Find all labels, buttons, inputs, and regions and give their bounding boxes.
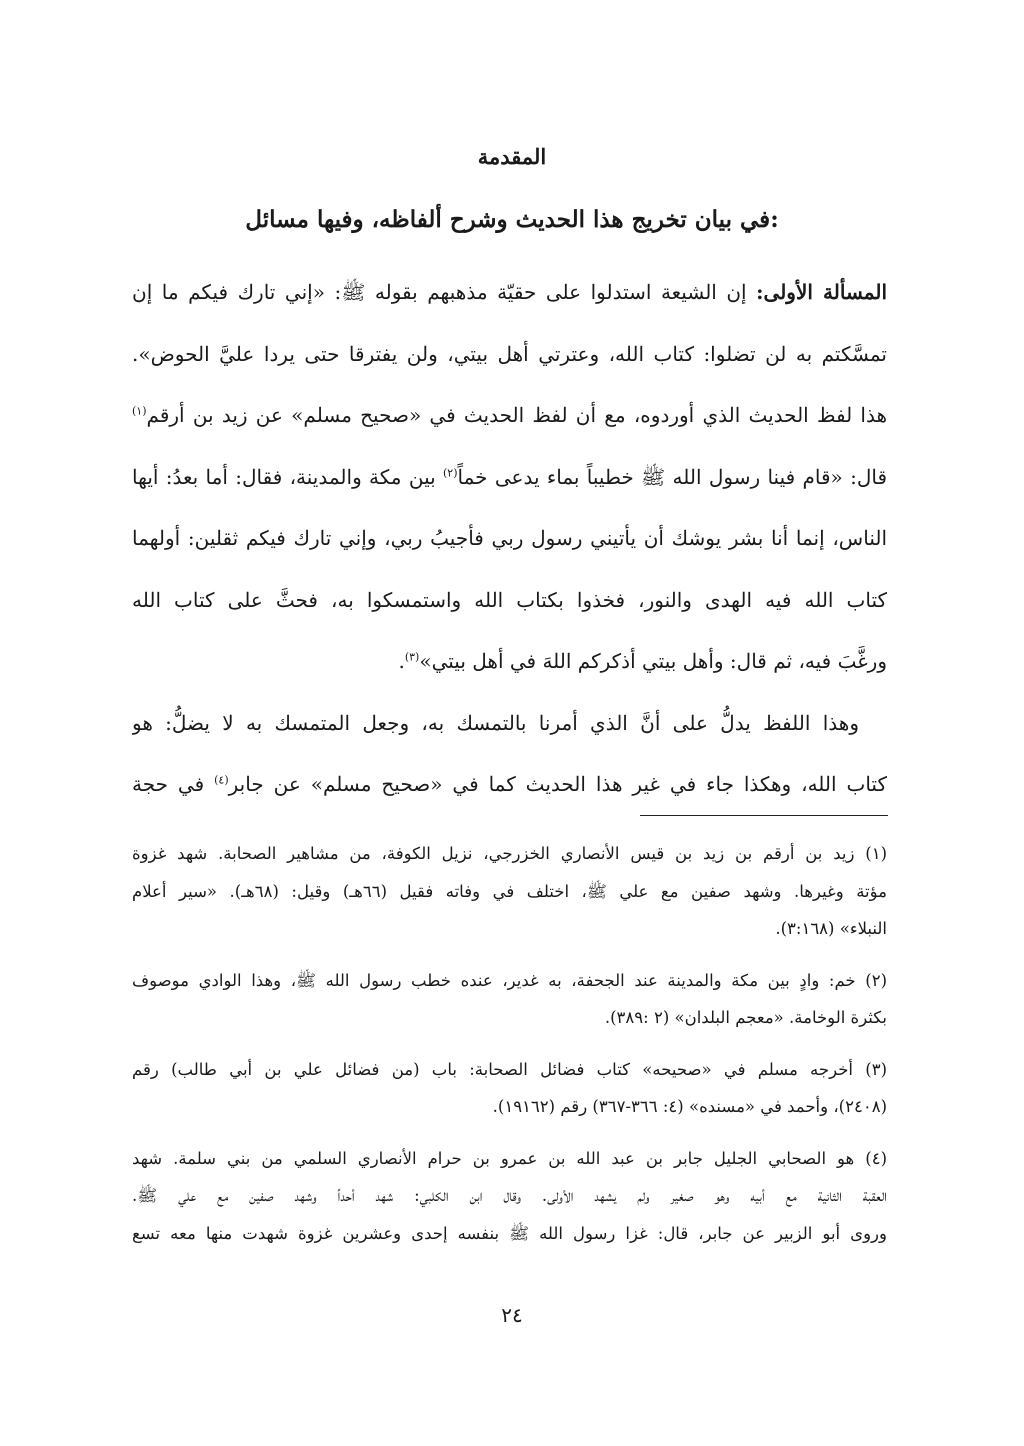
footnote-line: بكثرة الوخامة. «معجم البلدان» (٢ :٣٨٩).: [604, 1008, 887, 1027]
body-line: وهذا اللفظ يدلُّ على أنَّ الذي أمرنا بالتمسك به، وجعل المتمسك به لا يضلُّ: هو: [132, 710, 859, 735]
body-line: الناس، إنما أنا بشر يوشك أن يأتيني رسول ربي فأجيبُ ربي، وإني تارك فيكم ثقلين: أولهما: [132, 526, 887, 550]
body-text: [132, 262, 887, 816]
page-title: المقدمة: [477, 144, 547, 169]
issue-heading: المسألة الأولى:: [756, 280, 887, 304]
body-line: كتاب الله، وهكذا جاء في غير هذا الحديث كما في «صحيح مسلم» عن جابر$^{(٤)}$ في حجة: [132, 772, 887, 796]
footnote-separator: [640, 815, 888, 816]
body-line: كتاب الله فيه الهدى والنور، فخذوا بكتاب الله واستمسكوا به، فحثَّ على كتاب الله: [132, 587, 887, 612]
footnote-4: [132, 1140, 887, 1253]
footnote-line: العقبة الثانية مع أبيه وهو صغير ولم يشهد الأولى. وقال ابن الكلبي: شهد أحداً وشهد صفين مع علي ﷺ.: [132, 1186, 887, 1205]
body-line: هذا لفظ الحديث الذي أوردوه، مع أن لفظ الحديث في «صحيح مسلم» عن زيد بن أرقم$^{(١)}$: [132, 403, 887, 427]
footnote-line: (١) زيد بن أرقم بن زيد بن قيس الأنصاري الخزرجي، نزيل الكوفة، من مشاهير الصحابة. شهد غزوة: [132, 844, 887, 863]
section-subtitle: في بيان تخريج هذا الحديث وشرح ألفاظه، وفيها مسائل:: [245, 206, 779, 233]
footnote-ref[interactable]: (٤): [214, 773, 229, 787]
footnote-ref[interactable]: (٣): [404, 650, 420, 664]
body-line: تمسَّكتم به لن تضلوا: كتاب الله، وعترتي أهل بيتي، ولن يفترقا حتى يردا عليَّ الحوض».: [132, 341, 887, 366]
footnote-line: (٣) أخرجه مسلم في «صحيحه» كتاب فضائل الصحابة: باب (من فضائل علي بن أبي طالب) رقم: [132, 1059, 887, 1079]
footnote-2: [132, 962, 887, 1037]
footnote-ref[interactable]: (١): [132, 404, 147, 418]
footnote-line: (٤) هو الصحابي الجليل جابر بن عبد الله بن عمرو بن حرام الأنصاري السلمي من بني سلمة. شهد: [132, 1148, 887, 1168]
footnote-line: وروى أبو الزبير عن جابر، قال: غزا رسول الله ﷺ بنفسه إحدى وعشرين غزوة شهدت منها معه تسع: [132, 1223, 887, 1243]
footnote-ref[interactable]: (٢): [443, 465, 458, 479]
footnote-line: (٢٤٠٨)، وأحمد في «مسنده» (٤: ٣٦٦-٣٦٧) رقم (١٩١٦٢).: [492, 1097, 887, 1116]
footnote-line: مؤتة وغيرها. وشهد صفين مع علي ﷺ، اختلف في وفاته فقيل (٦٦هـ) وقيل: (٦٨هـ). «سير أعلام: [132, 881, 887, 901]
page-number: ٢٤: [501, 1303, 523, 1327]
body-line: قال: «قام فينا رسول الله ﷺ خطيباً بماء يدعى خماً$^{(٢)}$ بين مكة والمدينة، فقال: أما بعدُ: أيها: [132, 464, 887, 489]
footnotes: [132, 835, 887, 1266]
body-line: المسألة الأولى: إن الشيعة استدلوا على حقيّة مذهبهم بقوله ﷺ: «إني تارك فيكم ما إن: [132, 280, 887, 304]
footnote-3: [132, 1051, 887, 1126]
footnote-1: [132, 835, 887, 948]
body-line: ورغَّبَ فيه، ثم قال: وأهل بيتي أذكركم اللهَ في أهل بيتي»$^{(٣)}$.: [398, 649, 887, 673]
footnote-line: (٢) خم: وادٍ بين مكة والمدينة عند الجحفة، به غدير، عنده خطب رسول الله ﷺ، وهذا الوادي موصوف: [132, 970, 887, 990]
footnote-line: النبلاء» (٣:١٦٨).: [775, 919, 887, 938]
